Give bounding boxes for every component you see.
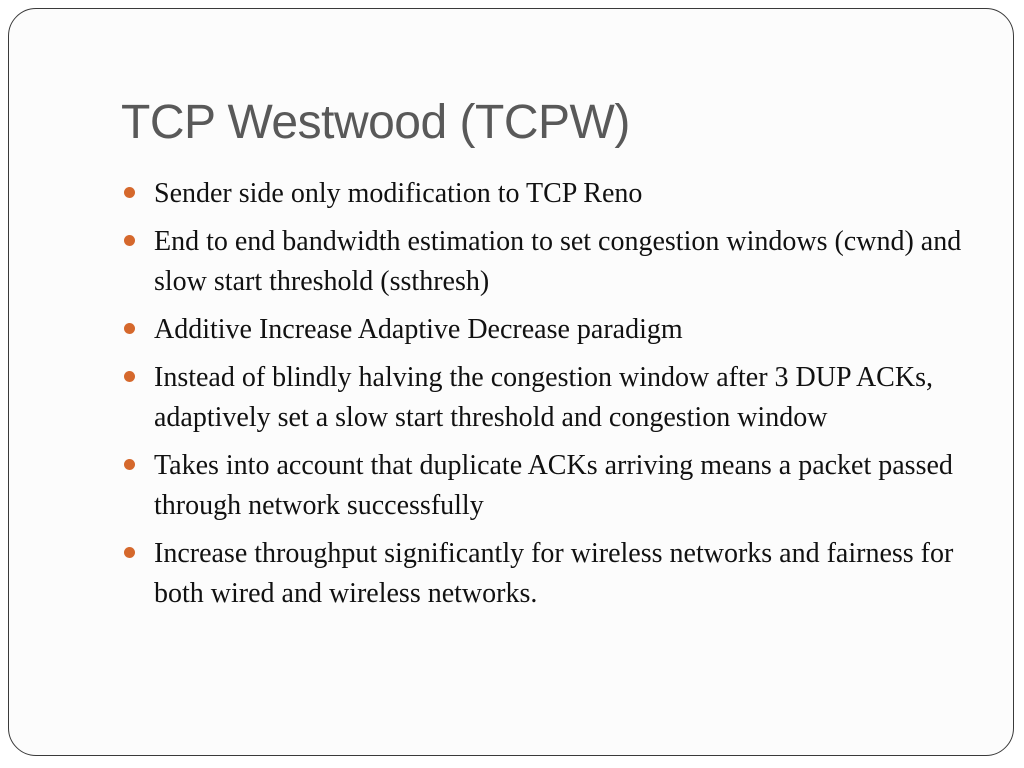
bullet-dot-icon bbox=[124, 459, 135, 470]
bullet-dot-icon bbox=[124, 371, 135, 382]
list-item bbox=[121, 446, 981, 526]
bullet-text: Additive Increase Adaptive Decrease paradigm bbox=[154, 314, 683, 345]
bullet-text: Instead of blindly halving the congestion window after 3 DUP ACKs, adaptively set a slow start threshold and congestion window bbox=[154, 362, 940, 433]
list-item bbox=[121, 174, 981, 214]
bullet-text: Increase throughput significantly for wireless networks and fairness for both wired and wireless networks. bbox=[154, 538, 968, 609]
bullet-dot-icon bbox=[124, 235, 135, 246]
list-item bbox=[121, 358, 981, 438]
bullet-text: End to end bandwidth estimation to set congestion windows (cwnd) and slow start threshold (ssthresh) bbox=[154, 226, 969, 297]
list-item bbox=[121, 534, 981, 614]
bullet-dot-icon bbox=[124, 547, 135, 558]
bullet-text: Sender side only modification to TCP Reno bbox=[154, 178, 643, 209]
list-item bbox=[121, 222, 981, 302]
bullet-dot-icon bbox=[124, 187, 135, 198]
list-item bbox=[121, 310, 981, 350]
slide-frame bbox=[8, 8, 1014, 756]
slide-title: TCP Westwood (TCPW) bbox=[121, 96, 630, 149]
bullet-list bbox=[121, 174, 981, 622]
bullet-text: Takes into account that duplicate ACKs arriving means a packet passed through network successfully bbox=[154, 450, 960, 521]
bullet-dot-icon bbox=[124, 323, 135, 334]
